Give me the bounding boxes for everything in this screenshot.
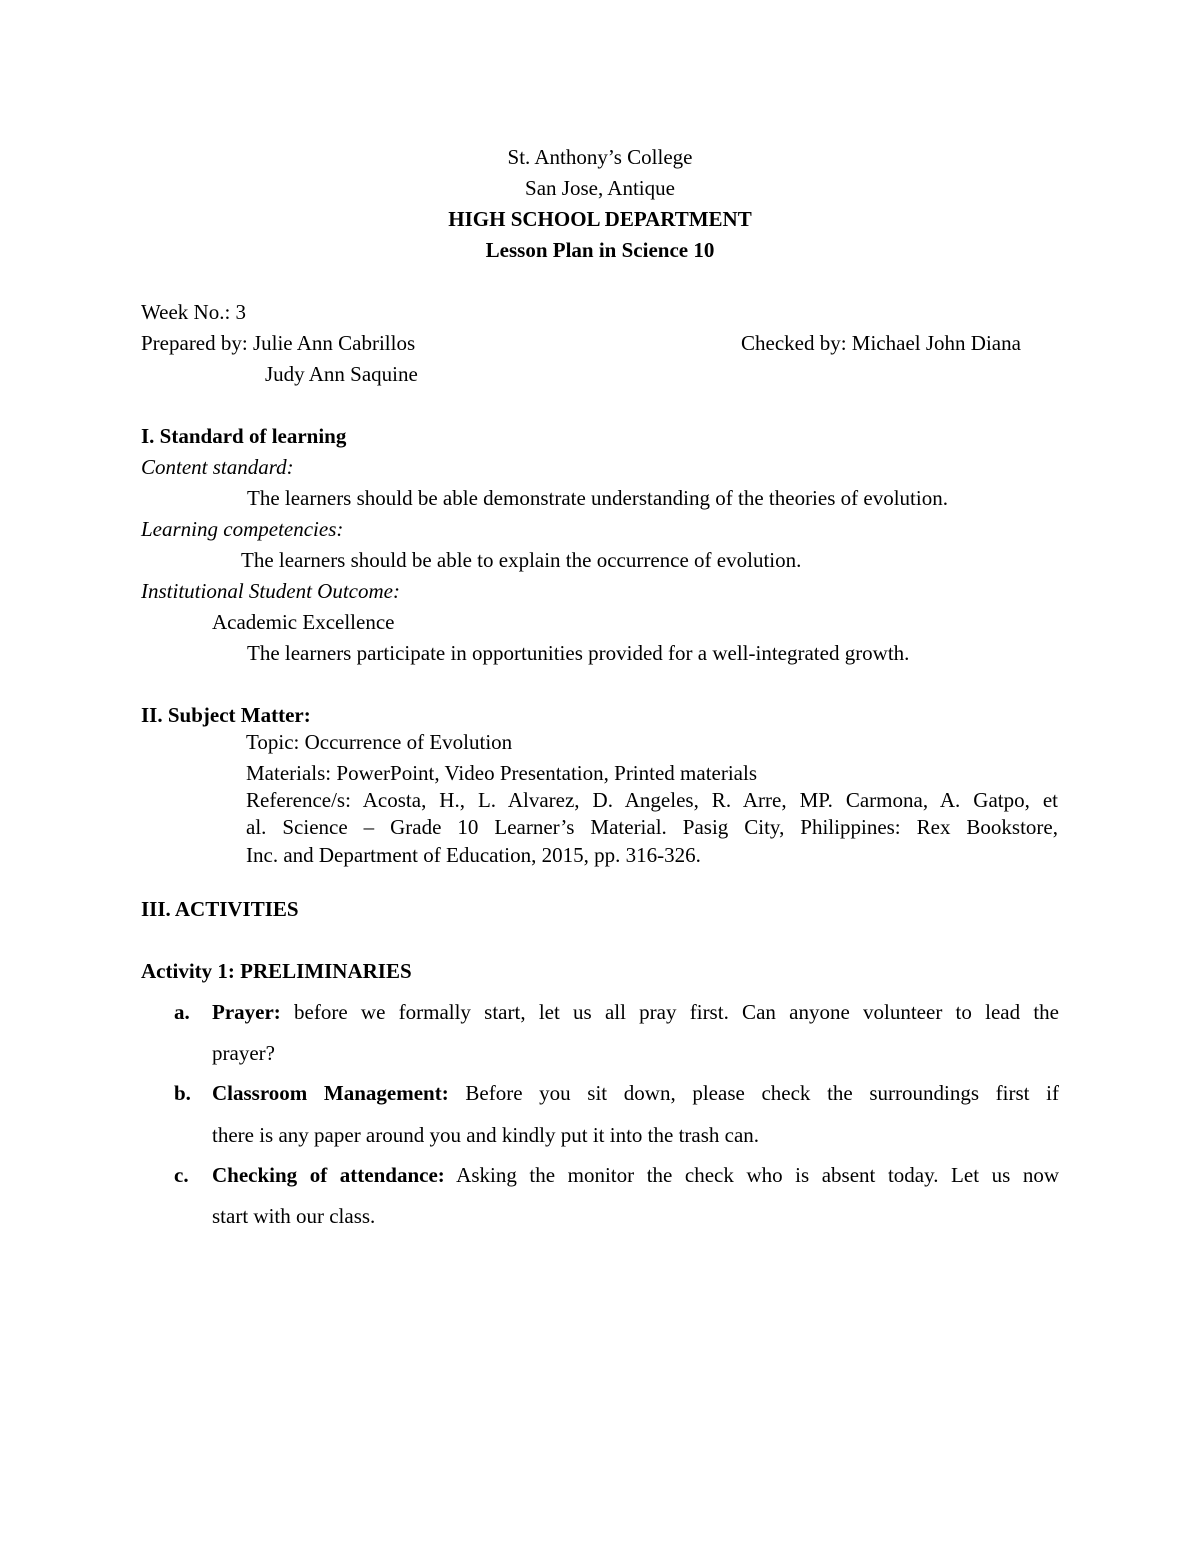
institutional-outcome-label: Institutional Student Outcome: xyxy=(141,579,400,603)
lesson-plan-title: Lesson Plan in Science 10 xyxy=(485,238,715,262)
reference-line-2: al. Science – Grade 10 Learner’s Material. Pasig City, Philippines: Rex Bookstore, xyxy=(246,815,1058,839)
section-standard-heading: I. Standard of learning xyxy=(141,424,347,448)
activity-1-heading: Activity 1: PRELIMINARIES xyxy=(141,959,412,983)
week-number: Week No.: 3 xyxy=(141,300,247,324)
school-location: San Jose, Antique xyxy=(525,176,675,200)
checked-by: Checked by: Michael John Diana xyxy=(741,331,1021,355)
item-label: Checking of attendance: xyxy=(212,1163,445,1187)
learning-competencies-text: The learners should be able to explain the occurrence of evolution. xyxy=(241,548,802,572)
materials-line: Materials: PowerPoint, Video Presentation, Printed materials xyxy=(246,761,758,785)
institutional-outcome-text: The learners participate in opportunities provided for a well-integrated growth. xyxy=(247,641,910,665)
content-standard-label: Content standard: xyxy=(141,455,294,479)
learning-competencies-label: Learning competencies: xyxy=(141,517,344,541)
item-label: Prayer: xyxy=(212,1000,281,1024)
list-item-continuation: there is any paper around you and kindly put it into the trash can. xyxy=(212,1123,760,1147)
list-item-classroom-management xyxy=(212,1083,1059,1104)
school-name: St. Anthony’s College xyxy=(507,145,693,169)
reference-line-3: Inc. and Department of Education, 2015, pp. 316-326. xyxy=(246,843,701,867)
item-text: Before you sit down, please check the surroundings first if xyxy=(448,1081,1059,1105)
topic-line: Topic: Occurrence of Evolution xyxy=(246,730,513,754)
section-activities-heading: III. ACTIVITIES xyxy=(141,897,299,921)
list-item-continuation: start with our class. xyxy=(212,1204,376,1228)
content-standard-text: The learners should be able demonstrate understanding of the theories of evolution. xyxy=(247,486,948,510)
institutional-outcome-value: Academic Excellence xyxy=(212,610,395,634)
item-text: before we formally start, let us all pray first. Can anyone volunteer to lead the xyxy=(280,1000,1059,1024)
prepared-by: Prepared by: Julie Ann Cabrillos xyxy=(141,331,416,355)
list-item-attendance xyxy=(212,1165,1059,1186)
item-text: Asking the monitor the check who is absent today. Let us now xyxy=(444,1163,1059,1187)
section-subject-matter-heading: II. Subject Matter: xyxy=(141,703,311,727)
list-item-prayer xyxy=(212,1002,1059,1023)
list-item-continuation: prayer? xyxy=(212,1041,275,1065)
department-title: HIGH SCHOOL DEPARTMENT xyxy=(448,207,752,231)
list-marker: a. xyxy=(174,1000,190,1024)
reference-line-1: Reference/s: Acosta, H., L. Alvarez, D. Angeles, R. Arre, MP. Carmona, A. Gatpo, et xyxy=(246,788,1058,812)
item-label: Classroom Management: xyxy=(212,1081,449,1105)
list-marker: c. xyxy=(174,1163,189,1187)
list-marker: b. xyxy=(174,1081,191,1105)
prepared-by-second: Judy Ann Saquine xyxy=(265,362,418,386)
